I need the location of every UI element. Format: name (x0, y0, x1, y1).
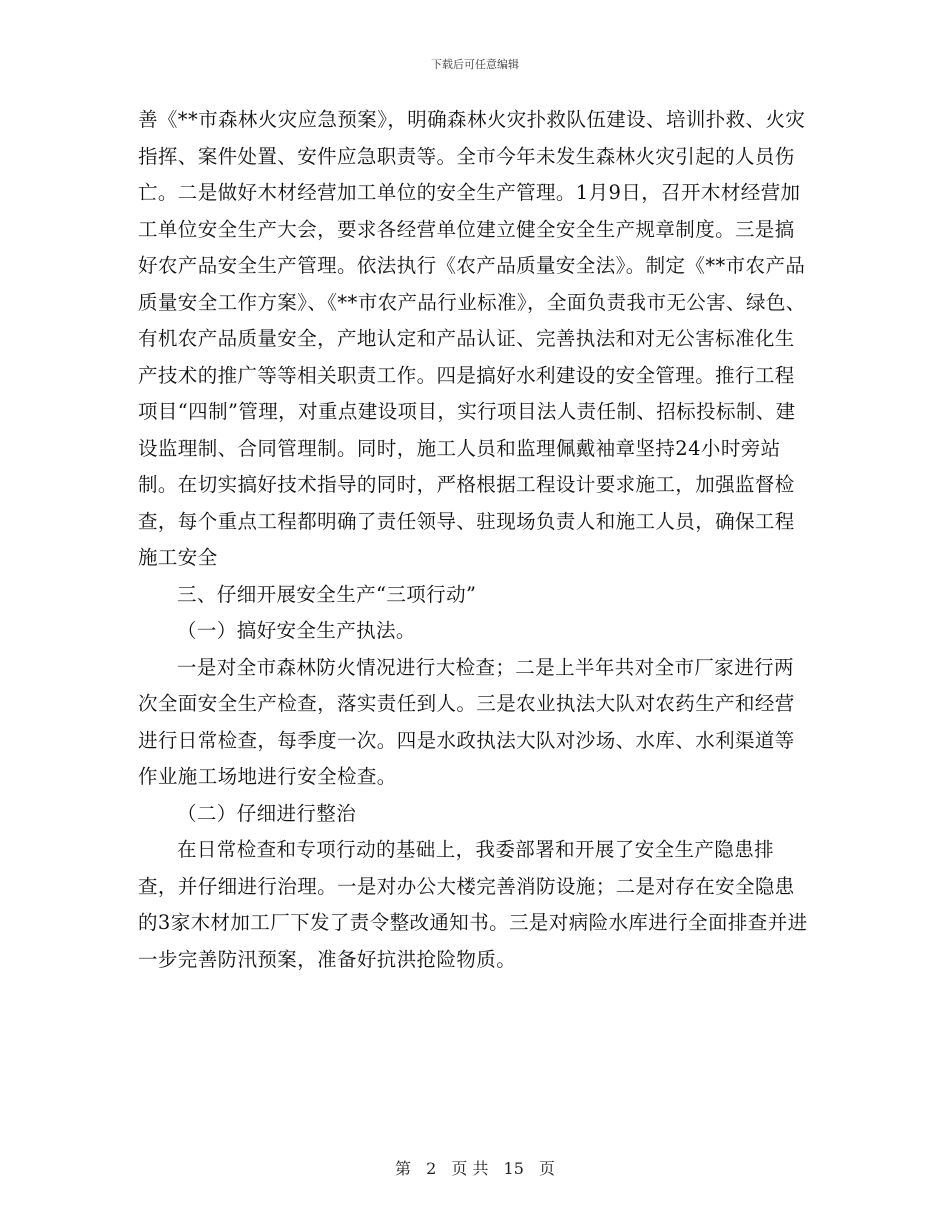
subsection-heading: （二）仔细进行整治 (177, 801, 357, 825)
footer-suffix: 页 (539, 1159, 556, 1178)
page-header: 下载后可任意编辑 (431, 58, 519, 71)
document-body (138, 102, 812, 978)
footer-middle: 页 共 (451, 1159, 489, 1178)
page-number: 2 (426, 1159, 437, 1178)
body-paragraph: 善《**市森林火灾应急预案》，明确森林火灾扑救队伍建设、培训扑救、火灾指挥、案件处置、安件应急职责等。全市今年未发生森林火灾引起的人员伤亡。二是做好木材经营加工单位的安全生产管理。1月9日，召开木材经营加工单位安全生产大会，要求各经营单位建立健全安全生产规章制度。三是搞好农产品安全生产管理。依法执行《农产品质量安全法》。制定《**市农产品质量安全工作方案》、《**市农产品行业标准》，全面负责我市无公害、绿色、有机农产品质量安全，产地认定和产品认证、完善执法和对无公害标准化生产技术的推广等等相关职责工作。四是搞好水利建设的安全管理。推行工程项目“四制”管理，对重点建设项目，实行项目法人责任制、招标投标制、建设监理制、合同管理制。同时，施工人员和监理佩戴袖章坚持24小时旁站制。在切实搞好技术指导的同时，严格根据工程设计要求施工，加强监督检查，每个重点工程都明确了责任领导、驻现场负责人和施工人员，确保工程施工安全 (138, 108, 806, 569)
body-paragraph: 一是对全市森林防火情况进行大检查；二是上半年共对全市厂家进行两次全面安全生产检查，落实责任到人。三是农业执法大队对农药生产和经营进行日常检查，每季度一次。四是水政执法大队对沙场、水库、水利渠道等作业施工场地进行安全检查。 (138, 655, 795, 788)
body-paragraph: 在日常检查和专项行动的基础上，我委部署和开展了安全生产隐患排查，并仔细进行治理。一是对办公大楼完善消防设施；二是对存在安全隐患的3家木材加工厂下发了责令整改通知书。三是对病险水库进行全面排查并进一步完善防汛预案，准备好抗洪抢险物质。 (138, 838, 808, 971)
section-heading: 三、仔细开展安全生产“三项行动” (177, 582, 477, 606)
page-footer (0, 1156, 950, 1179)
subsection-heading: （一）搞好安全生产执法。 (177, 619, 416, 642)
footer-prefix: 第 (394, 1159, 411, 1178)
page-total: 15 (503, 1159, 524, 1178)
